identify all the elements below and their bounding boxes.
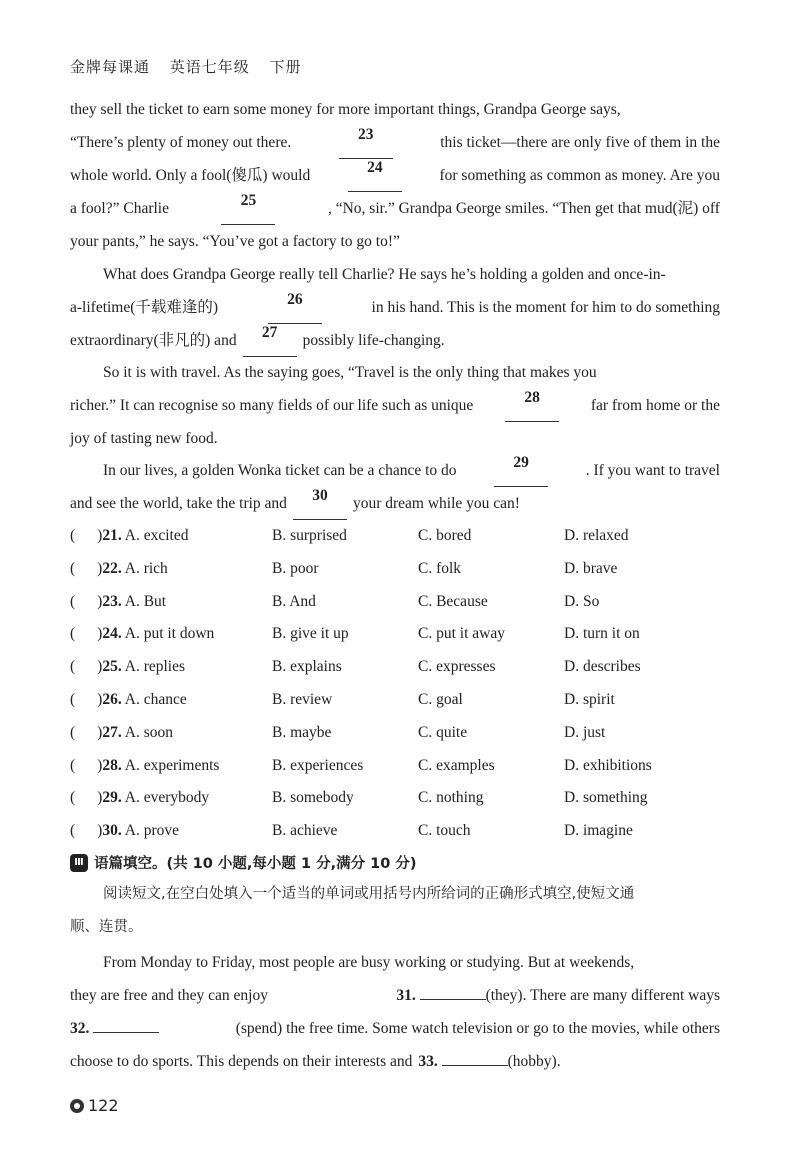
question-row xyxy=(70,552,730,585)
text: for something as common as money. Are you xyxy=(439,167,720,184)
text: So it is with travel. As the saying goes, “Travel is the only thing that makes you xyxy=(103,364,597,381)
answer-bracket-close: ) xyxy=(97,625,103,643)
passage-paragraph-1 xyxy=(70,93,720,258)
option-b: B. achieve xyxy=(272,822,338,840)
text: a fool?” Charlie xyxy=(70,200,169,217)
question-stem: ( )26. A. chance xyxy=(70,691,187,708)
text-line xyxy=(70,159,720,192)
text: (spend) the free time. Some watch television or go to the movies, while others xyxy=(235,1020,720,1037)
option-b: B. maybe xyxy=(272,723,332,741)
option-c: C. touch xyxy=(418,822,471,840)
option-a: A. experiments xyxy=(124,756,220,774)
answer-bracket-close: ) xyxy=(97,658,103,676)
text: a-lifetime(千载难逢的) xyxy=(70,299,219,316)
page-header xyxy=(70,56,316,77)
blank-30: 30 xyxy=(293,487,347,520)
text: From Monday to Friday, most people are busy working or studying. But at weekends, xyxy=(103,954,635,971)
section-instructions xyxy=(70,878,720,944)
text: , “No, sir.” Grandpa George smiles. “Then get that mud(泥) off xyxy=(327,200,720,217)
blank-number-31: 31. xyxy=(396,987,416,1004)
text-line xyxy=(70,422,720,455)
question-row xyxy=(70,617,730,650)
passage-paragraph-3 xyxy=(70,356,720,455)
question-row xyxy=(70,650,730,683)
blank-28: 28 xyxy=(505,389,559,422)
text: “There’s plenty of money out there. xyxy=(70,134,292,151)
option-a: A. chance xyxy=(124,691,187,708)
answer-bracket-open: ( xyxy=(70,658,76,676)
blank-number-32: 32. xyxy=(70,1020,90,1037)
question-row xyxy=(70,814,730,847)
blank-26: 26 xyxy=(268,291,322,324)
answer-bracket-open: ( xyxy=(70,723,76,741)
fill-blank-31[interactable] xyxy=(420,985,486,1000)
question-number: 30 xyxy=(102,822,118,840)
option-c: C. examples xyxy=(418,756,495,774)
option-c: C. nothing xyxy=(418,789,484,807)
answer-bracket-close: ) xyxy=(97,592,103,610)
text: joy of tasting new food. xyxy=(70,430,218,447)
text: whole world. Only a fool(傻瓜) would xyxy=(70,167,311,184)
question-stem: ( )29. A. everybody xyxy=(70,789,210,807)
passage2-paragraph xyxy=(70,946,720,1078)
text: richer.” It can recognise so many fields of our life such as unique xyxy=(70,397,474,414)
page-marker-icon xyxy=(70,1099,84,1113)
question-stem: ( )30. A. prove xyxy=(70,822,179,840)
answer-bracket-close: ) xyxy=(97,527,103,544)
question-number: 29 xyxy=(102,789,118,807)
answer-bracket-open: ( xyxy=(70,592,76,610)
option-c: C. expresses xyxy=(418,658,496,676)
text: in his hand. This is the moment for him to do something xyxy=(371,299,720,316)
option-a: A. But xyxy=(124,592,167,610)
text: . If you want to travel xyxy=(585,462,720,479)
question-number: 21 xyxy=(102,527,118,544)
blank-24: 24 xyxy=(348,159,402,192)
option-c: C. put it away xyxy=(418,625,505,643)
option-d: D. just xyxy=(564,723,606,741)
text: they are free and they can enjoy xyxy=(70,987,268,1004)
question-row xyxy=(70,781,730,814)
fill-blank-32[interactable] xyxy=(93,1018,159,1033)
option-a: A. rich xyxy=(124,559,168,577)
question-row xyxy=(70,683,730,716)
text-line xyxy=(70,356,720,389)
blank-27: 27 xyxy=(243,324,297,357)
option-a: A. soon xyxy=(124,723,173,741)
option-a: A. excited xyxy=(124,527,189,544)
question-stem: ( )23. A. But xyxy=(70,592,167,610)
passage-paragraph-2 xyxy=(70,258,720,357)
answer-bracket-close: ) xyxy=(97,822,103,840)
page-number xyxy=(70,1096,119,1115)
question-row xyxy=(70,749,730,782)
text-line xyxy=(70,192,720,225)
subject-title: 英语七年级 xyxy=(169,58,250,76)
blank-number-33: 33. xyxy=(418,1053,438,1070)
option-d: D. exhibitions xyxy=(564,756,652,774)
question-row xyxy=(70,519,730,552)
option-b: B. And xyxy=(272,592,316,610)
text-line xyxy=(70,1045,720,1078)
text-line xyxy=(70,324,720,357)
text: far from home or the xyxy=(590,397,720,414)
question-stem: ( )21. A. excited xyxy=(70,527,189,544)
text: your pants,” he says. “You’ve got a factory to go to!” xyxy=(70,233,400,250)
answer-bracket-open: ( xyxy=(70,822,76,840)
option-d: D. imagine xyxy=(564,822,633,840)
instruction-line: 阅读短文,在空白处填入一个适当的单词或用括号内所给词的正确形式填空,使短文通 xyxy=(103,886,635,902)
option-b: B. review xyxy=(272,691,333,708)
question-number: 24 xyxy=(102,625,118,643)
section-title: 语篇填空。(共 10 小题,每小题 1 分,满分 10 分) xyxy=(94,856,417,872)
option-d: D. So xyxy=(564,592,600,610)
option-b: B. experiences xyxy=(272,756,364,774)
question-stem: ( )24. A. put it down xyxy=(70,625,215,643)
answer-bracket-open: ( xyxy=(70,559,76,577)
text-line xyxy=(70,979,720,1012)
option-d: D. relaxed xyxy=(564,527,629,544)
text: (hobby). xyxy=(507,1053,561,1070)
answer-bracket-close: ) xyxy=(97,756,103,774)
instruction-line: 顺、连贯。 xyxy=(70,919,143,935)
option-c: C. goal xyxy=(418,691,463,708)
question-number: 25 xyxy=(102,658,118,676)
fill-blank-33[interactable] xyxy=(442,1051,508,1066)
question-stem: ( )22. A. rich xyxy=(70,559,168,577)
text: (they). There are many different ways xyxy=(485,987,720,1004)
answer-bracket-close: ) xyxy=(97,789,103,807)
option-c: C. Because xyxy=(418,592,488,610)
option-c: C. quite xyxy=(418,723,468,741)
text-line xyxy=(70,126,720,159)
question-row xyxy=(70,716,730,749)
blank-25: 25 xyxy=(221,192,275,225)
option-b: B. give it up xyxy=(272,625,349,643)
question-number: 28 xyxy=(102,756,118,774)
text-line xyxy=(70,291,720,324)
text: your dream while you can! xyxy=(352,495,520,512)
question-row xyxy=(70,585,730,618)
question-stem: ( )28. A. experiments xyxy=(70,756,220,774)
option-d: D. something xyxy=(564,789,648,807)
answer-bracket-open: ( xyxy=(70,527,76,544)
text: In our lives, a golden Wonka ticket can be a chance to do xyxy=(103,462,457,479)
answer-bracket-open: ( xyxy=(70,625,76,643)
option-d: D. spirit xyxy=(564,691,615,708)
answer-bracket-open: ( xyxy=(70,691,76,708)
option-d: D. brave xyxy=(564,559,618,577)
text-line xyxy=(70,258,720,291)
answer-bracket-close: ) xyxy=(97,559,103,577)
question-number: 23 xyxy=(102,592,118,610)
text: and see the world, take the trip and xyxy=(70,495,287,512)
option-b: B. explains xyxy=(272,658,342,676)
text: possibly life-changing. xyxy=(302,332,445,349)
blank-29: 29 xyxy=(494,454,548,487)
text-line xyxy=(70,389,720,422)
option-b: B. somebody xyxy=(272,789,354,807)
text: extraordinary(非凡的) and xyxy=(70,332,237,349)
option-a: A. everybody xyxy=(124,789,210,807)
volume-title: 下册 xyxy=(269,58,302,76)
question-stem: ( )25. A. replies xyxy=(70,658,186,676)
text: they sell the ticket to earn some money for more important things, Grandpa George says, xyxy=(70,101,621,118)
passage-paragraph-4 xyxy=(70,454,720,520)
option-c: C. bored xyxy=(418,527,472,544)
text: What does Grandpa George really tell Charlie? He says he’s holding a golden and once-in- xyxy=(103,266,666,283)
text-line xyxy=(70,225,720,258)
question-stem: ( )27. A. soon xyxy=(70,723,173,741)
text: this ticket—there are only five of them in the xyxy=(440,134,720,151)
answer-bracket-close: ) xyxy=(97,691,103,708)
option-d: D. describes xyxy=(564,658,641,676)
section-number-icon: Ⅲ xyxy=(70,854,88,872)
question-number: 22 xyxy=(102,559,118,577)
text-line xyxy=(70,93,720,126)
text-line xyxy=(70,1012,720,1045)
question-number: 26 xyxy=(102,691,118,708)
text: choose to do sports. This depends on their interests and xyxy=(70,1053,413,1070)
section-heading xyxy=(70,852,417,873)
page-number-text: 122 xyxy=(88,1096,119,1115)
option-a: A. put it down xyxy=(124,625,215,643)
book-title: 金牌每课通 xyxy=(70,58,151,76)
question-number: 27 xyxy=(102,723,118,741)
option-d: D. turn it on xyxy=(564,625,640,643)
answer-bracket-open: ( xyxy=(70,756,76,774)
answer-bracket-open: ( xyxy=(70,789,76,807)
option-a: A. prove xyxy=(124,822,179,840)
option-b: B. poor xyxy=(272,559,319,577)
answer-bracket-close: ) xyxy=(97,723,103,741)
text-line xyxy=(70,454,720,487)
option-c: C. folk xyxy=(418,559,462,577)
option-a: A. replies xyxy=(124,658,186,676)
blank-23: 23 xyxy=(339,126,393,159)
option-b: B. surprised xyxy=(272,527,347,544)
text-line xyxy=(70,487,720,520)
text-line xyxy=(70,946,720,979)
